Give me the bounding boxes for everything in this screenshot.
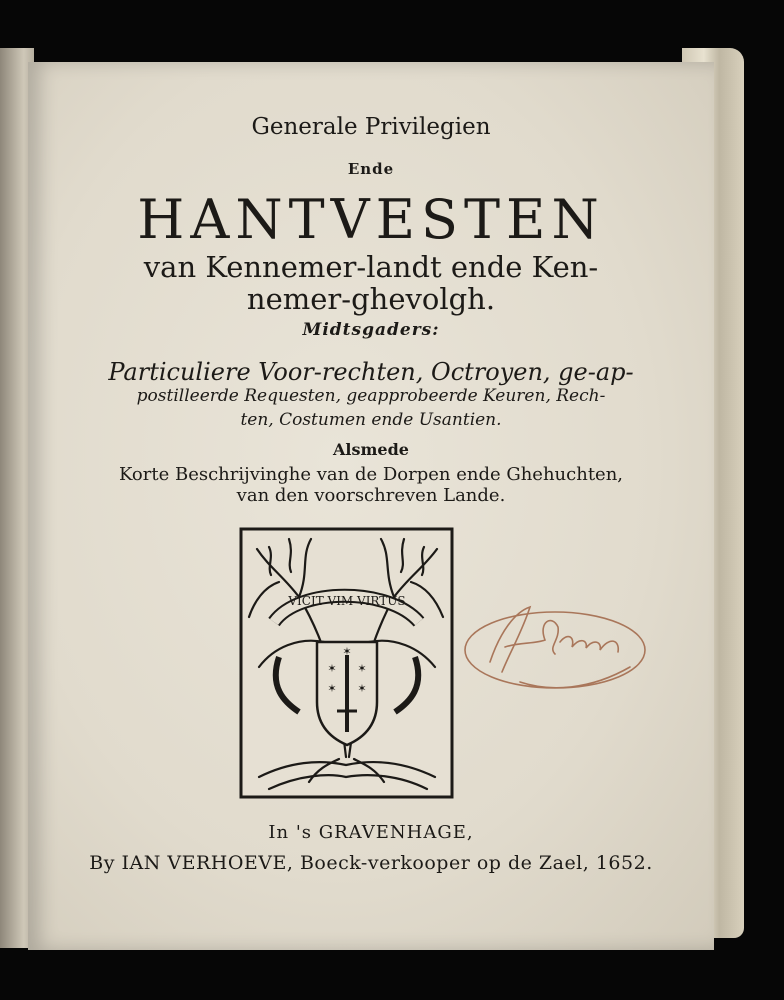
svg-text:✶: ✶	[327, 662, 337, 675]
title-line-costumen: ten, Costumen ende Usantien.	[240, 410, 502, 430]
title-line-generale-privilegien: Generale Privilegien	[251, 114, 491, 140]
title-line-particuliere: Particuliere Voor-rechten, Octroyen, ge-ap-	[108, 358, 634, 386]
printers-device-woodcut	[239, 527, 454, 799]
title-page	[28, 62, 714, 950]
title-line-voorschreven: van den voorschreven Lande.	[236, 485, 506, 506]
handwritten-signature	[460, 592, 660, 702]
svg-text:✶: ✶	[357, 682, 367, 695]
svg-text:✶: ✶	[342, 645, 352, 658]
title-line-korte-beschrijvinghe: Korte Beschrijvinghe van de Dorpen ende Ghehuchten,	[118, 464, 624, 485]
imprint-printer: By IAN VERHOEVE, Boeck-verkooper op de Zael, 1652.	[89, 852, 653, 874]
title-line-ghevolgh: nemer-ghevolgh.	[246, 282, 496, 316]
title-line-ende: Ende	[347, 160, 395, 178]
title-line-requesten: postilleerde Requesten, geapprobeerde Keuren, Rech-	[136, 386, 606, 406]
svg-text:✶: ✶	[357, 662, 367, 675]
title-line-kennemer: van Kennemer-landt ende Ken-	[143, 250, 599, 284]
title-line-alsmede: Alsmede	[333, 440, 409, 459]
title-line-midtsgaders: Midtsgaders:	[302, 320, 440, 340]
svg-text:✶: ✶	[327, 682, 337, 695]
main-title-hantvesten: HANTVESTEN	[137, 188, 605, 251]
imprint-place: In 's GRAVENHAGE,	[268, 822, 474, 843]
woodcut-motto: VICIT VIM VIRTUS	[288, 594, 406, 608]
